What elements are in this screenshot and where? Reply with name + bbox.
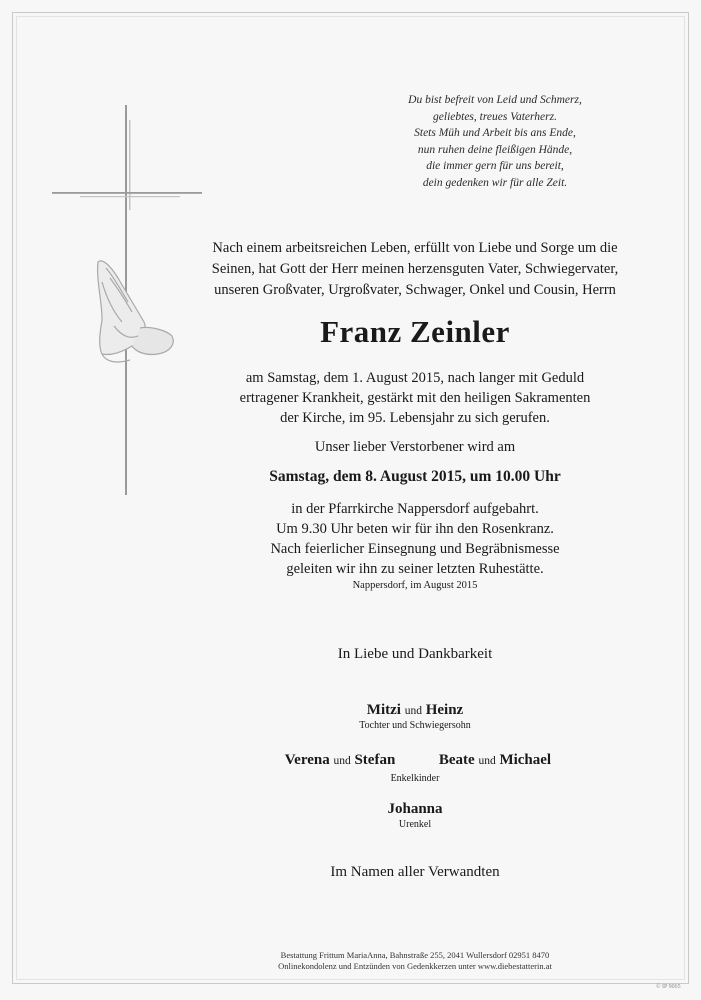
thanks-text: In Liebe und Dankbarkeit <box>337 646 493 662</box>
funeral-line: Um 9.30 Uhr beten wir für ihn den Rosenkranz. <box>276 521 554 537</box>
family-children <box>330 702 500 731</box>
death-line: am Samstag, dem 1. August 2015, nach langer mit Geduld <box>245 370 585 386</box>
poem-line: dein gedenken wir für alle Zeit. <box>422 176 568 189</box>
und-word: und <box>404 705 422 717</box>
und-word: und <box>333 755 351 767</box>
im-namen-text: Im Namen aller Verwandten <box>330 864 500 880</box>
family-greatgrandchild <box>330 801 500 830</box>
death-line: ertragener Krankheit, gestärkt mit den heiligen Sakramenten <box>239 390 591 406</box>
poem-line: Du bist befreit von Leid und Schmerz, <box>408 94 582 106</box>
poem <box>360 92 630 191</box>
family-name: Mitzi <box>366 702 401 718</box>
funeral-line: Nach feierlicher Einsegnung und Begräbnismesse <box>270 541 560 557</box>
poem-line: die immer gern für uns bereit, <box>426 160 564 172</box>
family-relation: Urenkel <box>398 819 432 830</box>
und-word: und <box>478 755 496 767</box>
death-line: der Kirche, im 95. Lebensjahr zu sich gerufen. <box>280 410 550 426</box>
announce-text: Unser lieber Verstorbener wird am <box>314 439 516 455</box>
footer <box>150 950 680 972</box>
family-grandchild-1 <box>270 752 410 769</box>
footer-line: Onlinekondolenz und Entzünden von Gedenkkerzen unter www.diebestatterin.at <box>278 961 552 971</box>
intro-line: Nach einem arbeitsreichen Leben, erfüllt von Liebe und Sorge um die <box>212 240 618 256</box>
poem-line: geliebtes, treues Vaterherz. <box>433 110 557 123</box>
family-name: Stefan <box>354 752 396 768</box>
deceased-name: Franz Zeinler <box>320 314 510 349</box>
family-grandchild-2 <box>425 752 565 769</box>
funeral-date: Samstag, dem 8. August 2015, um 10.00 Uhr <box>269 468 561 485</box>
footer-line: Bestattung Frittum MariaAnna, Bahnstraße 255, 2041 Wullersdorf 02951 8470 <box>280 950 550 960</box>
funeral-line: geleiten wir ihn zu seiner letzten Ruhestätte. <box>286 561 544 577</box>
death-text <box>150 368 680 428</box>
intro-text <box>150 238 680 301</box>
poem-line: nun ruhen deine fleißigen Hände, <box>417 143 573 156</box>
poem-line: Stets Müh und Arbeit bis ans Ende, <box>414 127 576 139</box>
family-relation: Tochter und Schwiegersohn <box>359 720 471 731</box>
copyright: © IP 9065 <box>656 984 681 990</box>
grandchildren-relation-wrap <box>330 772 500 784</box>
funeral-text <box>150 499 680 579</box>
family-relation: Enkelkinder <box>390 773 440 784</box>
family-name: Michael <box>499 752 552 768</box>
family-name: Johanna <box>387 801 443 817</box>
family-name: Beate <box>438 752 475 768</box>
intro-line: unseren Großvater, Urgroßvater, Schwager, Onkel und Cousin, Herrn <box>214 282 616 298</box>
funeral-line: in der Pfarrkirche Nappersdorf aufgebahrt. <box>291 501 539 517</box>
family-name: Heinz <box>425 702 464 718</box>
intro-line: Seinen, hat Gott der Herr meinen herzensguten Vater, Schwiegervater, <box>211 261 619 277</box>
family-name: Verena <box>284 752 330 768</box>
place-date: Nappersdorf, im August 2015 <box>352 580 478 591</box>
